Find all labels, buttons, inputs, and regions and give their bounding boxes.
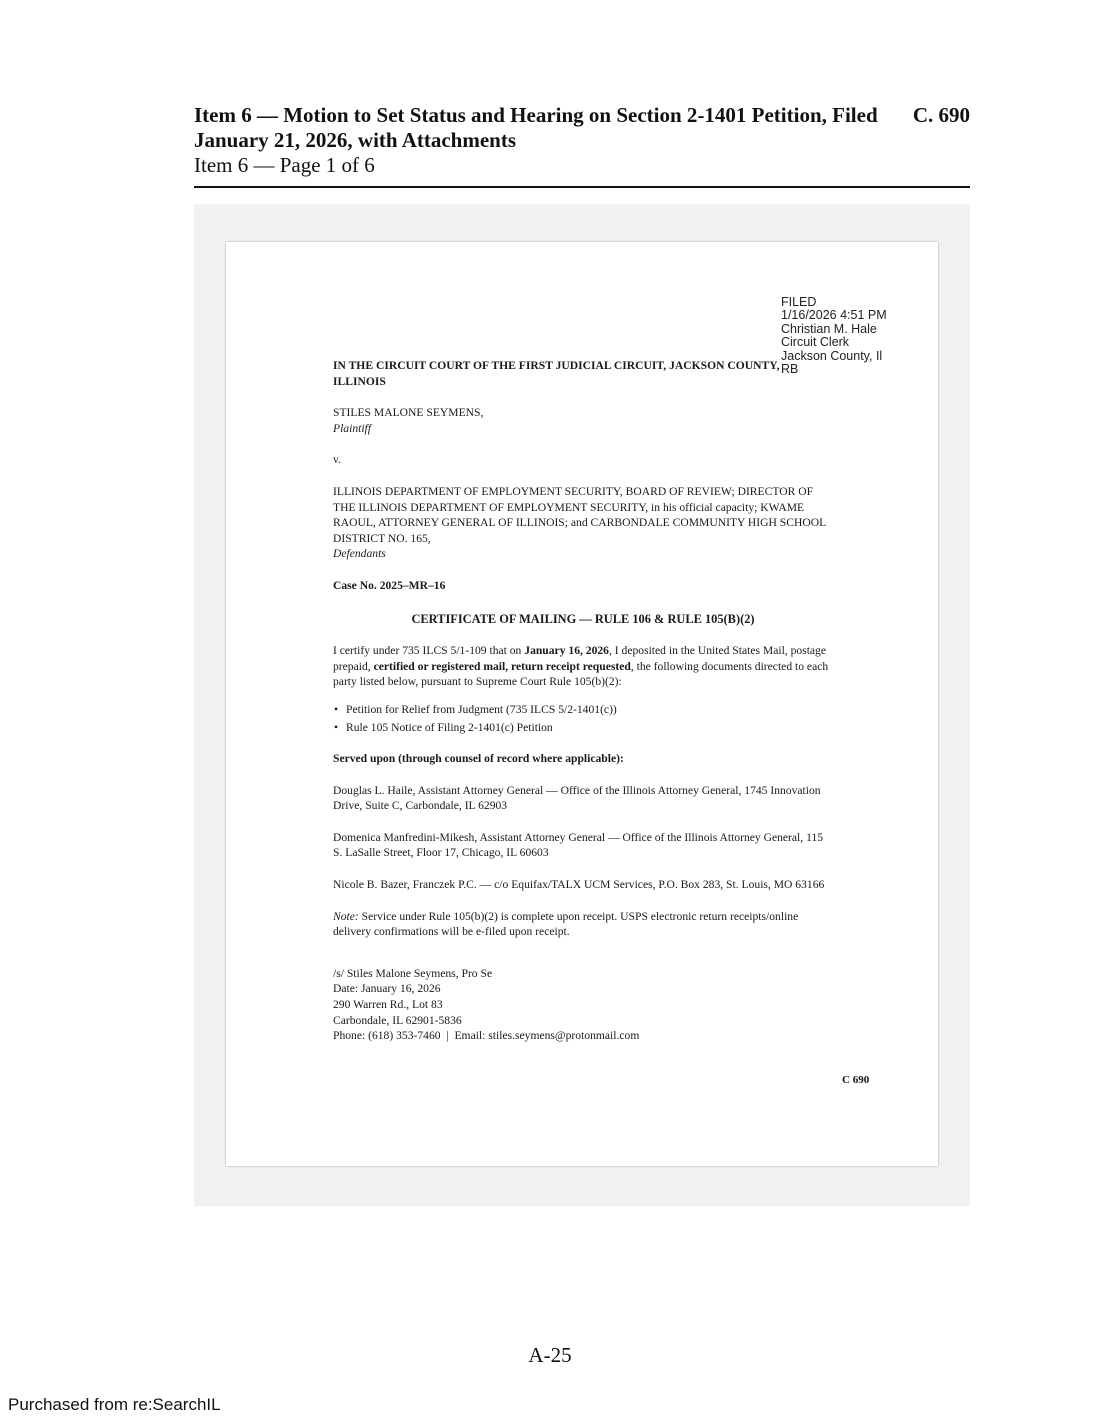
cert-mail-method: certified or registered mail, return receipt requested	[373, 659, 631, 673]
stamp-line: Jackson County, Il	[781, 348, 883, 363]
signature-line: Date: January 16, 2026	[333, 982, 441, 996]
cert-date: January 16, 2026	[524, 644, 609, 658]
stamp-line: FILED	[781, 295, 817, 309]
documents-list	[333, 702, 833, 735]
certificate-document	[333, 358, 833, 1044]
list-item: • Rule 105 Notice of Filing 2-1401(c) Petition	[333, 720, 833, 736]
exhibit-page	[226, 242, 938, 1166]
cert-text: , I deposited in the United States Mail, postage prepaid,	[333, 644, 827, 673]
plaintiff-role: Plaintiff	[333, 421, 372, 435]
defendants-names: ILLINOIS DEPARTMENT OF EMPLOYMENT SECURITY, BOARD OF REVIEW; DIRECTOR OF THE ILLINOIS DEPARTMENT OF EMPLOYMENT SECURITY, in his official capacity; KWAME RAOUL, ATTORNEY GENERAL OF ILLINOIS; and CARBONDALE COMMUNITY HIGH SCHOOL DISTRICT NO. 165,	[333, 484, 826, 545]
signature-line: Phone: (618) 353-7460 | Email: stiles.seymens@protonmail.com	[333, 1029, 640, 1043]
versus: v.	[333, 453, 341, 467]
court-caption: IN THE CIRCUIT COURT OF THE FIRST JUDICIAL CIRCUIT, JACKSON COUNTY, ILLINOIS	[333, 359, 780, 388]
served-party: Nicole B. Bazer, Franczek P.C. — c/o Equifax/TALX UCM Services, P.O. Box 283, St. Louis, MO 63166	[333, 878, 825, 892]
defendants-block	[333, 484, 833, 562]
list-item: • Petition for Relief from Judgment (735 ILCS 5/2-1401(c))	[333, 702, 833, 718]
item-title: Item 6 — Motion to Set Status and Hearing on Section 2-1401 Petition, Filed January 21, 2026, with Attachments	[194, 103, 878, 152]
note-text: Service under Rule 105(b)(2) is complete upon receipt. USPS electronic return receipts/online delivery confirmations will be e-filed upon receipt.	[333, 909, 799, 939]
certificate-title: CERTIFICATE OF MAILING — RULE 106 & RULE 105(B)(2)	[411, 611, 755, 626]
cert-text: I certify under 735 ILCS 5/1-109 that on	[333, 644, 525, 658]
served-heading: Served upon (through counsel of record where applicable):	[333, 752, 624, 766]
stamp-line: Christian M. Hale	[781, 321, 877, 336]
service-note	[333, 909, 833, 940]
signature-line: 290 Warren Rd., Lot 83	[333, 998, 443, 1012]
case-number: Case No. 2025–MR–16	[333, 578, 446, 592]
defendants-role: Defendants	[333, 547, 386, 561]
source-watermark: Purchased from re:SearchIL	[8, 1395, 221, 1414]
header-divider	[194, 186, 970, 188]
stamp-line: RB	[781, 362, 799, 377]
plaintiff-block	[333, 405, 833, 436]
stamp-line: 1/16/2026 4:51 PM	[781, 308, 887, 323]
signature-line: /s/ Stiles Malone Seymens, Pro Se	[333, 966, 493, 980]
record-page-mark: C 690	[842, 1074, 870, 1086]
signature-line: Carbondale, IL 62901-5836	[333, 1013, 462, 1027]
record-citation: C. 690	[912, 103, 970, 127]
item-page-indicator: Item 6 — Page 1 of 6	[194, 153, 375, 177]
plaintiff-name: STILES MALONE SEYMENS,	[333, 406, 484, 420]
cert-text: , the following documents directed to each party listed below, pursuant to Supreme Court Rule 105(b)(2):	[333, 659, 829, 689]
served-party: Domenica Manfredini-Mikesh, Assistant Attorney General — Office of the Illinois Attorney General, 115 S. LaSalle Street, Floor 17, Chicago, IL 60603	[333, 830, 824, 860]
page-header	[194, 103, 970, 178]
appendix-page-number: A-25	[528, 1343, 572, 1367]
note-label: Note:	[333, 909, 359, 923]
served-party: Douglas L. Haile, Assistant Attorney General — Office of the Illinois Attorney General, 1745 Innovation Drive, Suite C, Carbondale, IL 62903	[333, 783, 821, 813]
signature-block	[333, 966, 833, 1044]
certification-paragraph	[333, 643, 833, 690]
stamp-line: Circuit Clerk	[781, 335, 850, 350]
